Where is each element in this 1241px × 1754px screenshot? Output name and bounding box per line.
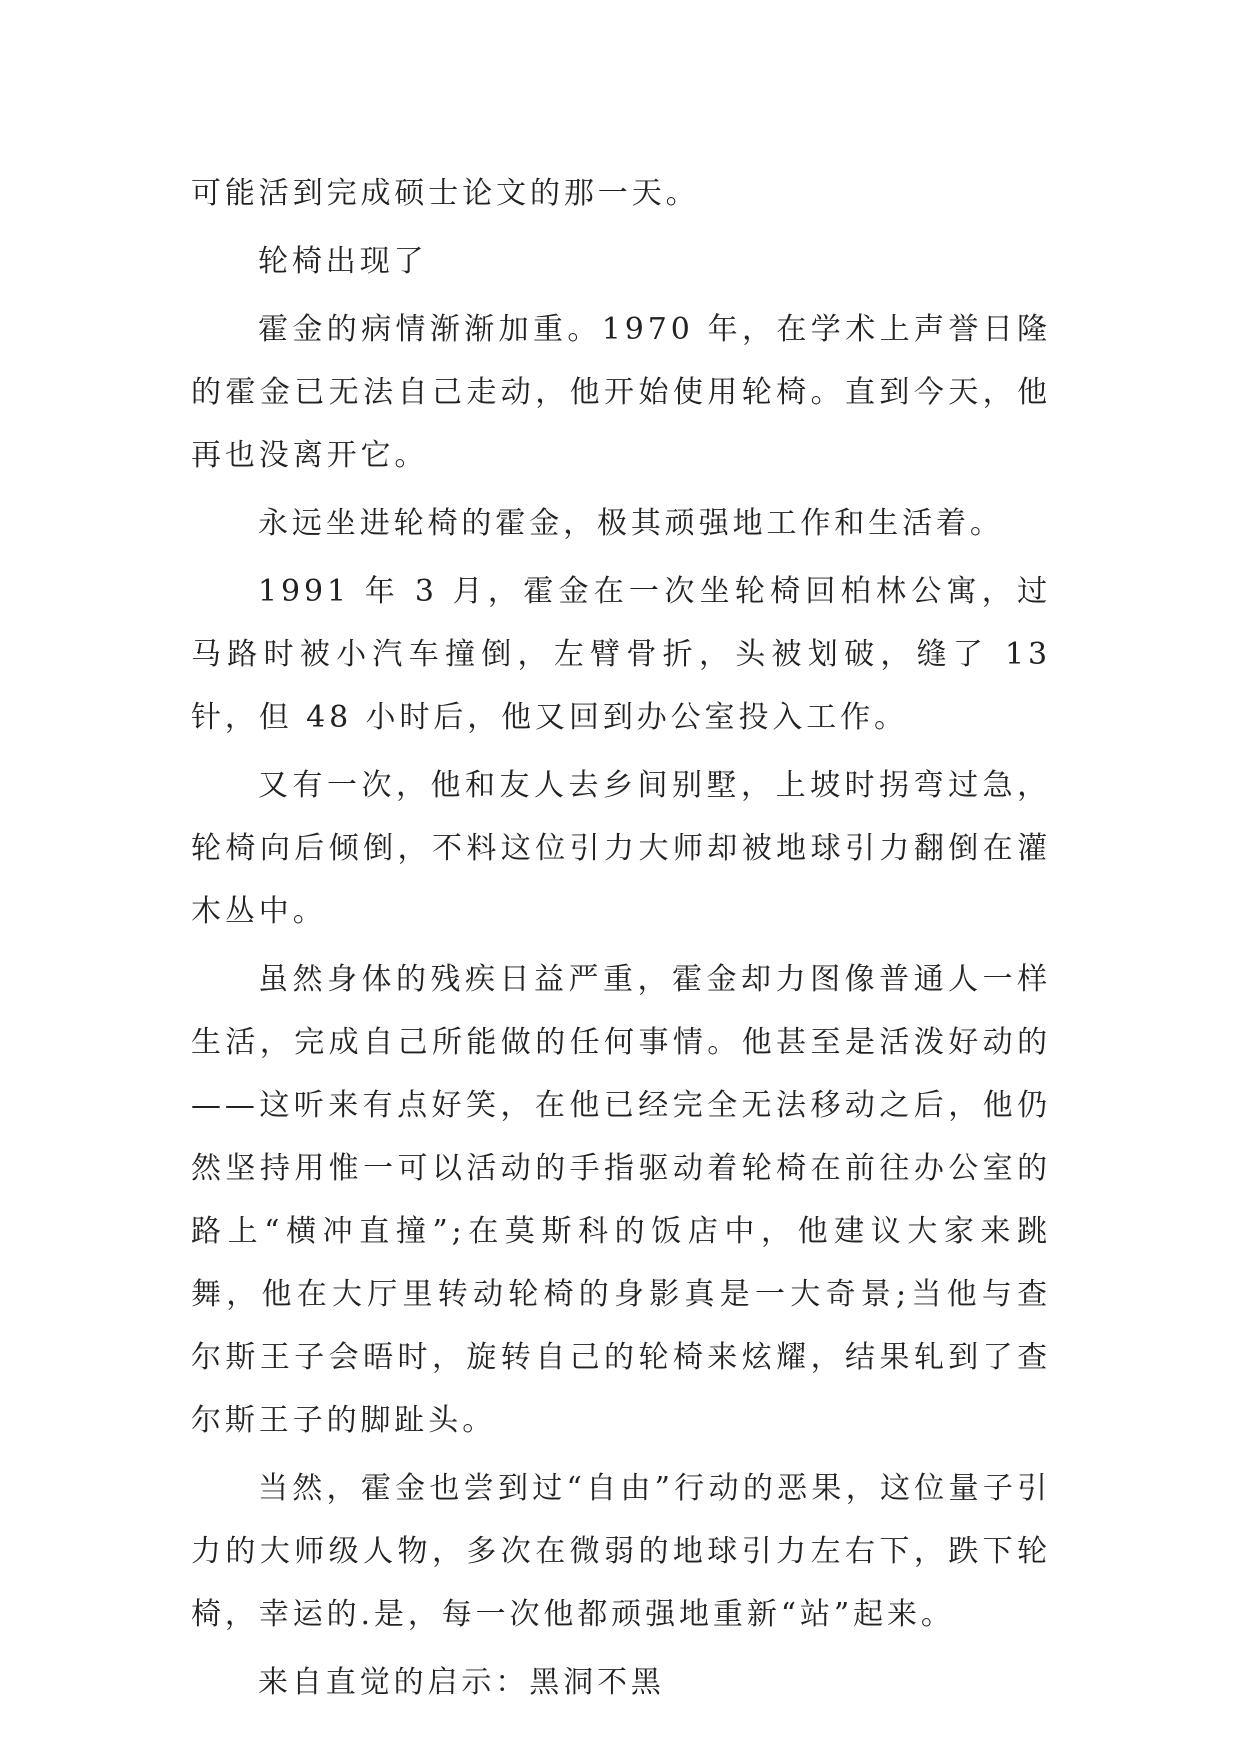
paragraph-active-life: 虽然身体的残疾日益严重，霍金却力图像普通人一样生活，完成自己所能做的任何事情。他甚至是活泼好动的——这听来有点好笑，在他已经完全无法移动之后，他仍然坚持用惟一可以活动的手指驱动着轮椅在前往办公室的路上“横冲直撞”;在莫斯科的饭店中，他建议大家来跳舞，他在大厅里转动轮椅的身影真是一大奇景;当他与查尔斯王子会晤时，旋转自己的轮椅来炫耀，结果轧到了查尔斯王子的脚趾头。 — [191, 962, 1051, 1438]
document-body — [191, 162, 1051, 1719]
paragraph-continuation: 可能活到完成硕士论文的那一天。 — [191, 176, 700, 211]
section-heading-wheelchair: 轮椅出现了 — [258, 244, 428, 279]
paragraph-consequences: 当然，霍金也尝到过“自由”行动的恶果，这位量子引力的大师级人物，多次在微弱的地球引力左右下，跌下轮椅，幸运的.是，每一次他都顽强地重新“站”起来。 — [191, 1471, 1051, 1632]
paragraph-illness-worsens: 霍金的病情渐渐加重。1970 年，在学术上声誉日隆的霍金已无法自己走动，他开始使用轮椅。直到今天，他再也没离开它。 — [191, 312, 1051, 473]
paragraph-car-accident: 1991 年 3 月，霍金在一次坐轮椅回柏林公寓，过马路时被小汽车撞倒，左臂骨折，头被划破，缝了 13 针，但 48 小时后，他又回到办公室投入工作。 — [191, 574, 1051, 735]
paragraph-villa-fall: 又有一次，他和友人去乡间别墅，上坡时拐弯过急，轮椅向后倾倒，不料这位引力大师却被地球引力翻倒在灌木丛中。 — [191, 768, 1051, 929]
section-heading-black-hole: 来自直觉的启示：黑洞不黑 — [258, 1665, 665, 1700]
paragraph-tenacious: 永远坐进轮椅的霍金，极其顽强地工作和生活着。 — [258, 506, 1004, 541]
